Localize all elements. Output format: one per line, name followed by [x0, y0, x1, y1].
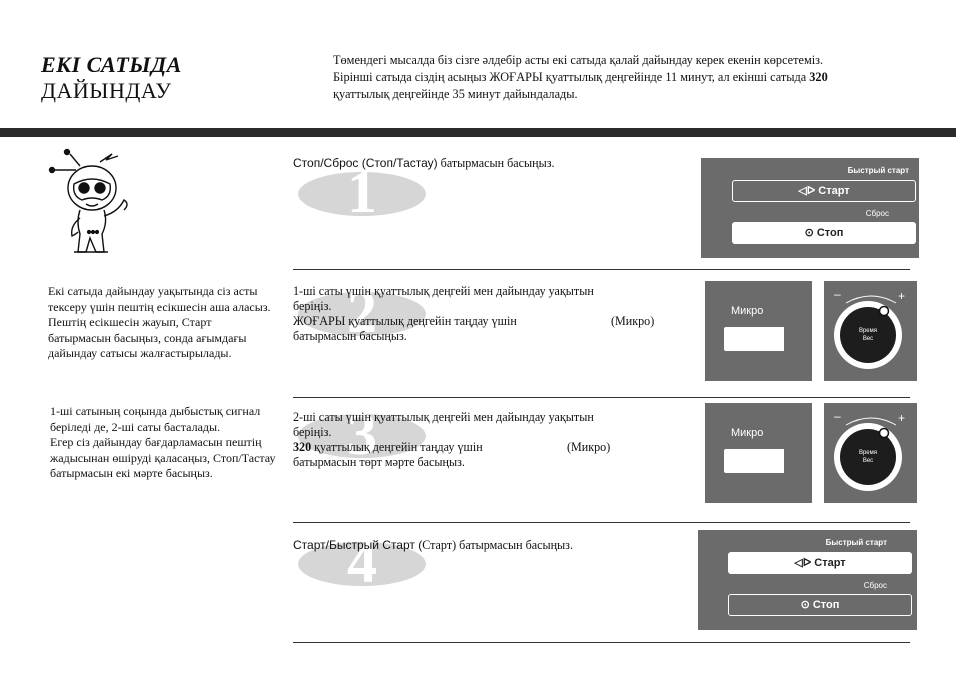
knob-plus-label: + [897, 411, 905, 425]
stop-icon: ⊙ [804, 227, 817, 239]
step-3-line2: беріңіз. [293, 425, 332, 439]
page-title-line1: ЕКІ САТЫДА [41, 52, 182, 77]
stop-button[interactable] [728, 594, 912, 616]
step-2-text [293, 284, 673, 344]
knob-label [838, 327, 898, 343]
micro-button-side [783, 449, 812, 473]
knob-weight-label: Вес [862, 458, 874, 464]
step-divider-1 [293, 269, 910, 270]
step-3-power-value: 320 [293, 440, 312, 454]
knob-time-label: Время [858, 328, 878, 334]
start-button[interactable] [728, 552, 912, 574]
knob-label [838, 449, 898, 465]
step-1-button-name: Стоп/Сброс (Стоп/Тастау) [293, 156, 438, 170]
micro-label: Микро [731, 305, 764, 317]
micro-button-side [783, 327, 812, 351]
micro-button[interactable] [724, 449, 812, 473]
intro-power-value: 320 [809, 70, 828, 84]
page-title-line2: ДАЙЫНДАУ [41, 78, 172, 103]
step-1-text [293, 156, 693, 171]
micro-panel-step3 [705, 403, 812, 503]
step-3-text [293, 410, 673, 470]
intro-line1: Төмендегі мысалда біз сізге әлдебір асты екі сатыда қалай дайындау керек екенін көрсетеміз. [333, 53, 824, 67]
step-3-line3 [293, 440, 673, 455]
stop-icon: ⊙ [800, 599, 813, 611]
time-knob-panel-step3 [824, 403, 917, 503]
micro-panel-step2 [705, 281, 812, 381]
step-1-instruction: батырмасын басыңыз. [437, 156, 555, 170]
reset-label: Сброс [863, 581, 887, 590]
intro-line2-text: Бірінші сатыда сіздің асыңыз ЖОҒАРЫ қуаттылық деңгейінде 11 минут, ал екінші сатыда [333, 70, 810, 84]
step-4-text [293, 538, 693, 553]
time-knob-panel-step2 [824, 281, 917, 381]
step-2-line3-text: ЖОҒАРЫ қуаттылық деңгейін таңдау үшін [293, 314, 517, 328]
mascot-illustration [40, 148, 155, 276]
knob-minus-label: – [834, 409, 841, 423]
svg-text:1: 1 [347, 160, 377, 220]
intro-text [333, 52, 933, 103]
step-divider-4 [293, 642, 910, 643]
header-divider-bar [0, 128, 956, 137]
stop-button[interactable] [732, 222, 916, 244]
step-2-line1: 1-ші саты үшін қуаттылық деңгейі мен дайындау уақытын [293, 284, 594, 298]
quick-start-label: Быстрый старт [825, 538, 887, 547]
step-divider-3 [293, 522, 910, 523]
step-3-line3-text: қуаттылық деңгейін таңдау үшін [311, 440, 483, 454]
svg-text:4: 4 [347, 532, 377, 592]
knob-time-label: Время [858, 450, 878, 456]
control-panel-step1 [701, 158, 919, 258]
step-divider-2 [293, 397, 910, 398]
start-label: Старт [814, 557, 846, 569]
sidebar-note-signal: 1-ші сатының соңында дыбыстық сигнал беріледі де, 2-ші саты басталады. Егер сіз дайындау бағдарламасын пештің жадысынан өшіруді қаласаңыз, Стоп/Тастау батырмасын екі мәрте басыңыз. [50, 404, 276, 480]
sidebar-note-door: Екі сатыда дайындау уақытында сіз асты тексеру үшін пештің есікшесін аша аласыз. Пештің есікшесін жауып, Старт батырмасын басыңыз, сонда ағымдағы дайындау сатысы жалғастырылады. [48, 284, 271, 360]
micro-label: Микро [731, 427, 764, 439]
start-button[interactable] [732, 180, 916, 202]
step-2-line3 [293, 314, 673, 329]
knob-weight-label: Вес [862, 336, 874, 342]
step-3-line1: 2-ші саты үшін қуаттылық деңгейі мен дайындау уақытын [293, 410, 594, 424]
step-2-micro-ref: (Микро) [611, 314, 655, 328]
step-4-start-ref: Старт [422, 538, 453, 552]
start-icon: ◁ᐅ [798, 185, 819, 197]
step-2-line4: батырмасын басыңыз. [293, 329, 407, 343]
stop-label: Стоп [816, 227, 844, 239]
knob-minus-label: – [834, 287, 841, 301]
step-4-button-name: Старт/Быстрый Старт ( [293, 538, 423, 552]
control-panel-step4 [698, 530, 917, 630]
svg-text:3: 3 [347, 404, 377, 464]
micro-button[interactable] [724, 327, 812, 351]
quick-start-label: Быстрый старт [847, 166, 909, 175]
start-label: Старт [818, 185, 850, 197]
intro-line2 [333, 69, 933, 86]
step-3-line4: батырмасын төрт мәрте басыңыз. [293, 455, 465, 469]
start-icon: ◁ᐅ [794, 557, 815, 569]
step-3-micro-ref: (Микро) [567, 440, 611, 454]
knob-plus-label: + [897, 289, 905, 303]
svg-text:2: 2 [347, 282, 377, 342]
step-4-instruction: ) батырмасын басыңыз. [452, 538, 573, 552]
step-2-line2: беріңіз. [293, 299, 332, 313]
stop-label: Стоп [812, 599, 840, 611]
reset-label: Сброс [865, 209, 889, 218]
intro-line3: қуаттылық деңгейінде 35 минут дайындалады. [333, 87, 578, 101]
